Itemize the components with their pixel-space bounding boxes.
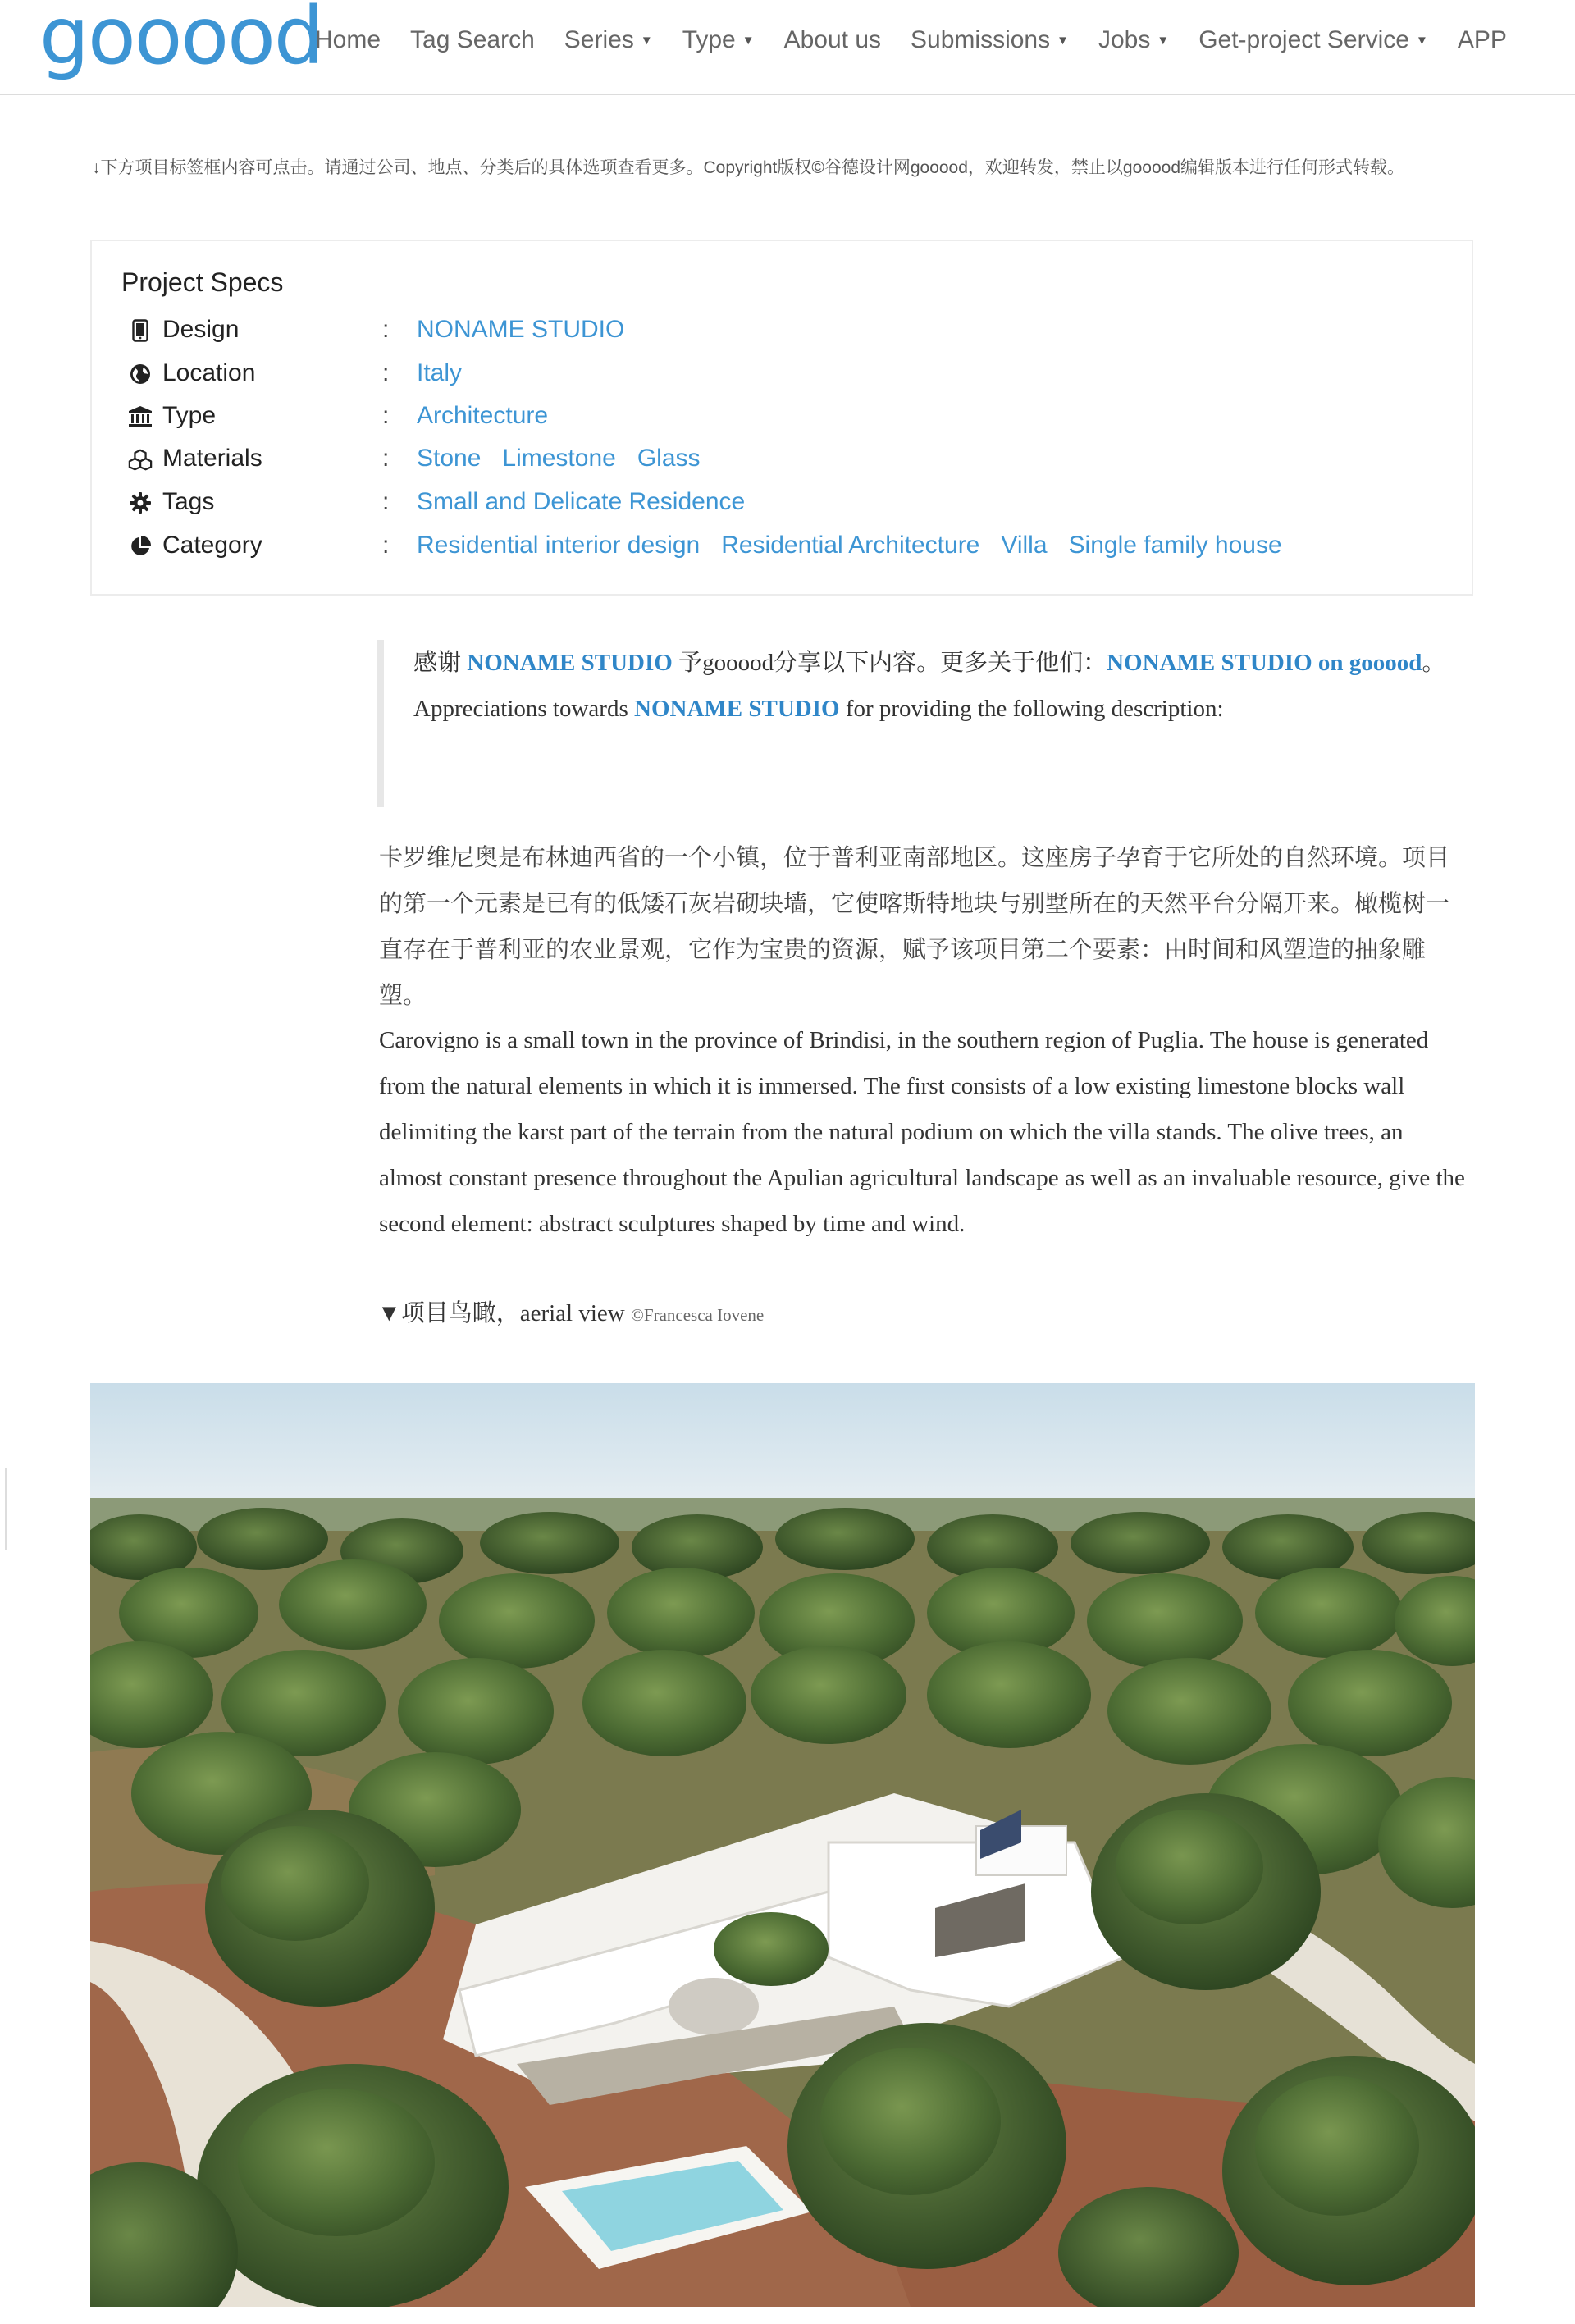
nav-get-project-service[interactable]: Get-project Service ▼ xyxy=(1198,26,1428,53)
thanks-en xyxy=(413,686,1460,732)
spec-link-material[interactable]: Limestone xyxy=(502,445,616,472)
spec-label: Tags xyxy=(162,488,215,515)
spec-link-location[interactable]: Italy xyxy=(417,359,463,386)
spec-label: Materials xyxy=(162,445,262,472)
caption-text: ▼项目鸟瞰，aerial view xyxy=(377,1300,631,1326)
spec-row-location xyxy=(128,357,1440,390)
spec-label: Location xyxy=(162,359,256,386)
spec-link-tag[interactable]: Small and Delicate Residence xyxy=(417,488,746,515)
spec-row-design xyxy=(128,313,1440,346)
nav-type[interactable]: Type ▼ xyxy=(682,26,755,53)
spec-row-tags xyxy=(128,486,1440,518)
spec-link-design[interactable]: NONAME STUDIO xyxy=(417,316,625,343)
spec-colon: : xyxy=(382,359,390,386)
thanks-text: 予gooood分享以下内容。更多关于他们： xyxy=(672,650,1107,676)
spec-link-material[interactable]: Stone xyxy=(417,445,482,472)
nav-submissions[interactable]: Submissions ▼ xyxy=(911,26,1069,53)
specs-title: Project Specs xyxy=(121,267,284,297)
acknowledgement-quote xyxy=(377,640,1460,807)
thanks-text: Appreciations towards xyxy=(413,696,634,722)
spec-link-type[interactable]: Architecture xyxy=(417,402,549,429)
cog-icon xyxy=(128,491,153,515)
spec-values xyxy=(417,357,483,390)
spec-label: Design xyxy=(162,316,240,343)
caret-down-icon: ▼ xyxy=(1157,34,1170,48)
spec-values xyxy=(417,313,646,346)
scroll-marker xyxy=(5,1468,7,1550)
spec-values xyxy=(417,442,722,475)
nav-series[interactable]: Series ▼ xyxy=(564,26,653,53)
nav-home[interactable]: Home xyxy=(315,26,381,53)
description-zh: 卡罗维尼奥是布林迪西省的一个小镇，位于普利亚南部地区。这座房子孕育于它所处的自然环境。项目的第一个元素是已有的低矮石灰岩砌块墙，它使喀斯特地块与别墅所在的天然平台分隔开来。橄榄树一直存在于普利亚的农业景观，它作为宝贵的资源，赋予该项目第二个要素：由时间和风塑造的抽象雕塑。 xyxy=(379,845,1450,1009)
thanks-text: 感谢 xyxy=(413,650,468,676)
caret-down-icon: ▼ xyxy=(1057,34,1069,48)
spec-row-materials xyxy=(128,442,1440,475)
tablet-icon xyxy=(128,318,153,343)
bank-icon xyxy=(128,404,153,429)
spec-link-material[interactable]: Glass xyxy=(637,445,701,472)
spec-row-type xyxy=(128,400,1440,432)
spec-label: Category xyxy=(162,532,262,559)
studio-link[interactable]: NONAME STUDIO xyxy=(634,696,840,722)
globe-icon xyxy=(128,362,153,386)
studio-on-gooood-link[interactable]: NONAME STUDIO on gooood xyxy=(1107,650,1422,676)
spec-values xyxy=(417,529,1303,562)
nav-app[interactable]: APP xyxy=(1457,26,1507,53)
spec-link-category[interactable]: Villa xyxy=(1001,532,1048,559)
site-logo[interactable]: gooood xyxy=(39,0,322,82)
spec-values xyxy=(417,400,569,432)
description-en: Carovigno is a small town in the province of Brindisi, in the southern region of Puglia. The house is generated from the natural elements in which it is immersed. The first consists of a low existing limestone blocks wall delimiting the karst part of the terrain from the natural podium on which the villa stands. The olive trees, an almost constant presence throughout the Apulian agricultural landscape as well as an invaluable resource, give the second element: abstract sculptures shaped by time and wind. xyxy=(379,1027,1465,1237)
thanks-text: for providing the following description: xyxy=(839,696,1224,722)
spec-colon: : xyxy=(382,532,390,559)
caret-down-icon: ▼ xyxy=(742,34,755,48)
site-header xyxy=(0,0,1575,95)
spec-row-category xyxy=(128,529,1440,562)
caret-down-icon: ▼ xyxy=(640,34,653,48)
pie-chart-icon xyxy=(128,534,153,559)
photo-credit: ©Francesca Iovene xyxy=(630,1305,765,1325)
spec-colon: : xyxy=(382,316,390,343)
spec-colon: : xyxy=(382,488,390,515)
spec-colon: : xyxy=(382,445,390,472)
cubes-icon xyxy=(128,447,153,472)
thanks-text: 。 xyxy=(1422,650,1446,676)
nav-about-us[interactable]: About us xyxy=(783,26,882,53)
nav-tag-search[interactable]: Tag Search xyxy=(410,26,535,53)
spec-values xyxy=(417,486,766,518)
spec-link-category[interactable]: Residential Architecture xyxy=(721,532,980,559)
copyright-notice: ↓下方项目标签框内容可点击。请通过公司、地点、分类后的具体选项查看更多。Copyright版权©谷德设计网gooood，欢迎转发，禁止以gooood编辑版本进行任何形式转载。 xyxy=(92,158,1404,177)
image-caption xyxy=(377,1294,764,1328)
spec-link-category[interactable]: Residential interior design xyxy=(417,532,701,559)
spec-label: Type xyxy=(162,402,217,429)
studio-link[interactable]: NONAME STUDIO xyxy=(467,650,673,676)
project-specs-box xyxy=(90,240,1473,596)
caret-down-icon: ▼ xyxy=(1415,34,1428,48)
nav-jobs[interactable]: Jobs ▼ xyxy=(1098,26,1170,53)
aerial-view-photo[interactable] xyxy=(90,1383,1475,2307)
spec-colon: : xyxy=(382,402,390,429)
thanks-zh xyxy=(413,640,1460,686)
main-nav xyxy=(315,21,1507,59)
spec-link-category[interactable]: Single family house xyxy=(1068,532,1282,559)
